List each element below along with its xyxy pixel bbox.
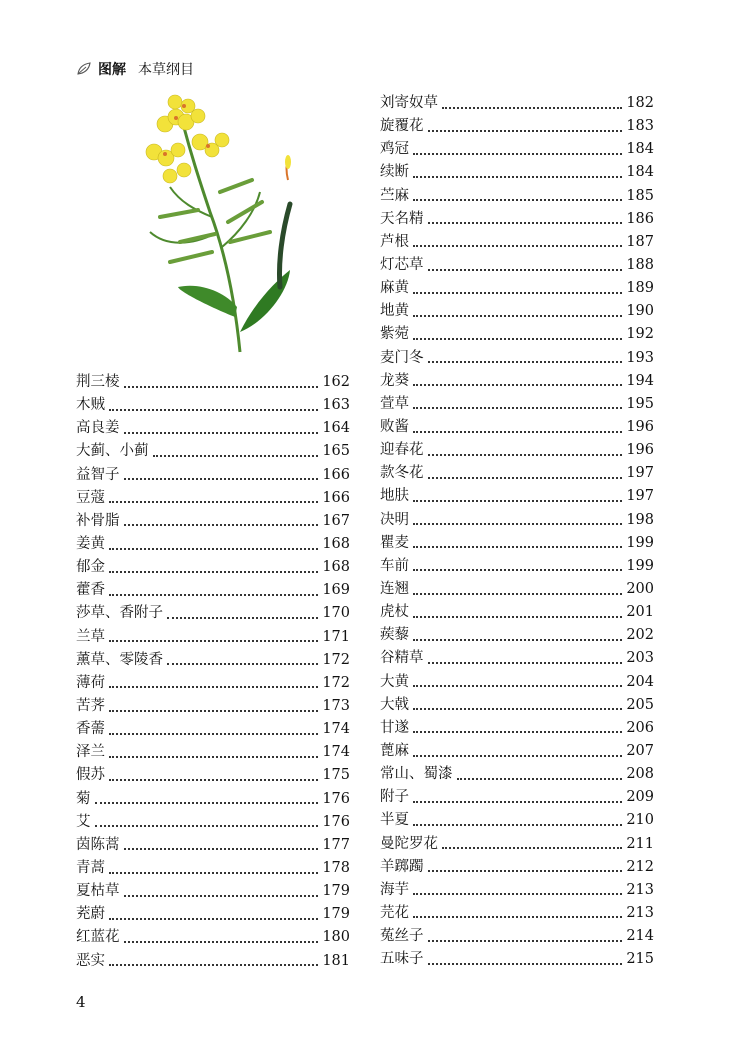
- toc-entry-page: 197: [626, 465, 654, 482]
- toc-entry-title: 决明: [380, 511, 409, 528]
- toc-entry-page: 172: [322, 674, 350, 691]
- dot-leader: [413, 431, 622, 433]
- dot-leader: [428, 361, 623, 363]
- toc-entry-title: 菊: [76, 790, 91, 807]
- toc-entry[interactable]: [380, 833, 654, 856]
- toc-entry[interactable]: [380, 902, 654, 925]
- toc-entry-page: 163: [322, 397, 350, 414]
- toc-entry-title: 郁金: [76, 559, 105, 576]
- toc-entry[interactable]: [380, 138, 654, 161]
- toc-entry[interactable]: [380, 624, 654, 647]
- toc-entry-page: 202: [626, 627, 654, 644]
- toc-entry-title: 虎杖: [380, 604, 409, 621]
- toc-entry-title: 益智子: [76, 466, 120, 483]
- toc-entry-title: 麻黄: [380, 280, 409, 297]
- toc-entry-title: 藿香: [76, 582, 105, 599]
- toc-entry-page: 185: [626, 187, 654, 204]
- toc-entry[interactable]: [380, 277, 654, 300]
- page-number: 4: [76, 993, 86, 1011]
- toc-entry-page: 176: [322, 790, 350, 807]
- toc-entry-page: 215: [626, 951, 654, 968]
- toc-entry[interactable]: [76, 510, 350, 533]
- toc-entry-title: 续断: [380, 164, 409, 181]
- dot-leader: [413, 153, 622, 155]
- toc-entry-page: 189: [626, 280, 654, 297]
- toc-entry-page: 174: [322, 744, 350, 761]
- toc-entry-page: 167: [322, 512, 350, 529]
- toc-entry[interactable]: [380, 485, 654, 508]
- toc-entry-title: 红蓝花: [76, 929, 120, 946]
- dot-leader: [167, 663, 318, 665]
- toc-entry[interactable]: [380, 879, 654, 902]
- toc-entry-title: 地黄: [380, 303, 409, 320]
- toc-entry-page: 187: [626, 233, 654, 250]
- toc-entry[interactable]: [76, 811, 350, 834]
- toc-entry-title: 甘遂: [380, 719, 409, 736]
- toc-entry-title: 艾: [76, 813, 91, 830]
- toc-entry-page: 204: [626, 673, 654, 690]
- toc-entry-title: 灯芯草: [380, 256, 424, 273]
- toc-entry[interactable]: [380, 161, 654, 184]
- toc-entry[interactable]: [380, 601, 654, 624]
- toc-entry-title: 款冬花: [380, 465, 424, 482]
- toc-entry-title: 蒺藜: [380, 627, 409, 644]
- dot-leader: [428, 454, 623, 456]
- toc-entry[interactable]: [380, 370, 654, 393]
- toc-entry-page: 175: [322, 767, 350, 784]
- dot-leader: [109, 918, 318, 920]
- toc-entry-page: 209: [626, 789, 654, 806]
- toc-entry-page: 169: [322, 582, 350, 599]
- toc-entry-title: 香薷: [76, 721, 105, 738]
- toc-column-right: [380, 92, 654, 971]
- dot-leader: [109, 872, 318, 874]
- dot-leader: [413, 639, 622, 641]
- toc-entry[interactable]: [380, 416, 654, 439]
- toc-entry-title: 谷精草: [380, 650, 424, 667]
- dot-leader: [428, 477, 623, 479]
- dot-leader: [124, 524, 319, 526]
- book-title: 图解: [98, 62, 126, 78]
- toc-entry-title: 补骨脂: [76, 512, 120, 529]
- dot-leader: [413, 893, 622, 895]
- toc-entry[interactable]: [76, 834, 350, 857]
- toc-entry-page: 197: [626, 488, 654, 505]
- toc-entry[interactable]: [76, 579, 350, 602]
- toc-entry-title: 芫花: [380, 904, 409, 921]
- toc-entry[interactable]: [380, 694, 654, 717]
- toc-entry-title: 苦荠: [76, 697, 105, 714]
- dot-leader: [413, 407, 622, 409]
- dot-leader: [413, 245, 622, 247]
- toc-entry[interactable]: [76, 602, 350, 625]
- toc-entry-page: 173: [322, 697, 350, 714]
- dot-leader: [124, 895, 319, 897]
- toc-entry-page: 213: [626, 904, 654, 921]
- toc-entry[interactable]: [380, 347, 654, 370]
- dot-leader: [124, 478, 319, 480]
- toc-entry-page: 213: [626, 881, 654, 898]
- toc-entry[interactable]: [76, 903, 350, 926]
- toc-entry[interactable]: [380, 740, 654, 763]
- toc-entry-title: 附子: [380, 789, 409, 806]
- toc-entry-title: 龙葵: [380, 372, 409, 389]
- dot-leader: [428, 662, 623, 664]
- dot-leader: [413, 593, 622, 595]
- section-title: 本草纲目: [138, 62, 194, 78]
- toc-entry[interactable]: [76, 417, 350, 440]
- toc-entry[interactable]: [76, 695, 350, 718]
- toc-entry-title: 败酱: [380, 418, 409, 435]
- toc-entry[interactable]: [380, 185, 654, 208]
- toc-entry[interactable]: [380, 948, 654, 971]
- toc-entry-title: 苎麻: [380, 187, 409, 204]
- toc-entry[interactable]: [380, 300, 654, 323]
- toc-entry[interactable]: [380, 555, 654, 578]
- dot-leader: [124, 386, 319, 388]
- dot-leader: [413, 731, 622, 733]
- toc-entry-title: 车前: [380, 557, 409, 574]
- toc-entry[interactable]: [76, 741, 350, 764]
- toc-entry[interactable]: [380, 92, 654, 115]
- toc-entry[interactable]: [76, 649, 350, 672]
- dot-leader: [109, 964, 318, 966]
- dot-leader: [413, 315, 622, 317]
- toc-entry-page: 162: [322, 374, 350, 390]
- flowering-plant-icon: [140, 92, 310, 357]
- dot-leader: [109, 548, 318, 550]
- dot-leader: [109, 409, 318, 411]
- toc-entry-title: 刘寄奴草: [380, 95, 438, 111]
- toc-entry-page: 203: [626, 650, 654, 667]
- toc-entry[interactable]: [380, 115, 654, 138]
- toc-entry-title: 荆三棱: [76, 374, 120, 390]
- toc-entry-title: 旋覆花: [380, 118, 424, 135]
- toc-entry-page: 195: [626, 395, 654, 412]
- toc-entry-title: 茺蔚: [76, 906, 105, 923]
- dot-leader: [413, 685, 622, 687]
- dot-leader: [413, 755, 622, 757]
- toc-entry-page: 166: [322, 489, 350, 506]
- toc-entry-title: 泽兰: [76, 744, 105, 761]
- toc-entry-title: 紫菀: [380, 326, 409, 343]
- toc-entry-title: 常山、蜀漆: [380, 766, 453, 783]
- toc-entry[interactable]: [380, 532, 654, 555]
- dot-leader: [95, 802, 319, 804]
- dot-leader: [428, 940, 623, 942]
- toc-entry[interactable]: [76, 533, 350, 556]
- toc-entry-page: 180: [322, 929, 350, 946]
- toc-entry-page: 182: [626, 95, 654, 111]
- toc-entry-title: 迎春花: [380, 442, 424, 459]
- toc-entry[interactable]: [380, 208, 654, 231]
- dot-leader: [153, 455, 319, 457]
- toc-entry-page: 168: [322, 559, 350, 576]
- toc-entry-title: 连翘: [380, 580, 409, 597]
- dot-leader: [413, 292, 622, 294]
- dot-leader: [428, 222, 623, 224]
- dot-leader: [442, 107, 622, 109]
- toc-entry-title: 高良姜: [76, 420, 120, 437]
- toc-entry-title: 五味子: [380, 951, 424, 968]
- toc-entry[interactable]: [380, 809, 654, 832]
- toc-entry-page: 194: [626, 372, 654, 389]
- toc-entry-title: 海芋: [380, 881, 409, 898]
- toc-entry-page: 183: [626, 118, 654, 135]
- dot-leader: [124, 432, 319, 434]
- leaf-logo-icon: [76, 61, 92, 77]
- dot-leader: [167, 617, 318, 619]
- running-header: [76, 58, 194, 80]
- toc-entry-page: 166: [322, 466, 350, 483]
- toc-entry-title: 鸡冠: [380, 141, 409, 158]
- toc-entry-page: 176: [322, 813, 350, 830]
- dot-leader: [109, 733, 318, 735]
- toc-entry-title: 青蒿: [76, 859, 105, 876]
- toc-entry-page: 210: [626, 812, 654, 829]
- dot-leader: [413, 569, 622, 571]
- toc-entry[interactable]: [76, 926, 350, 949]
- toc-entry-title: 恶实: [76, 952, 105, 969]
- toc-entry[interactable]: [76, 672, 350, 695]
- toc-entry-page: 178: [322, 859, 350, 876]
- dot-leader: [413, 338, 622, 340]
- dot-leader: [109, 756, 318, 758]
- dot-leader: [413, 824, 622, 826]
- toc-entry-page: 193: [626, 349, 654, 366]
- toc-entry[interactable]: [380, 578, 654, 601]
- toc-entry-page: 207: [626, 742, 654, 759]
- dot-leader: [109, 501, 318, 503]
- toc-entry-page: 211: [626, 835, 654, 852]
- toc-entry[interactable]: [380, 231, 654, 254]
- toc-entry-page: 177: [322, 836, 350, 853]
- toc-entry-title: 茵陈蒿: [76, 836, 120, 853]
- toc-entry-title: 瞿麦: [380, 534, 409, 551]
- dot-leader: [109, 640, 318, 642]
- dot-leader: [413, 199, 622, 201]
- dot-leader: [428, 269, 623, 271]
- toc-entry[interactable]: [380, 671, 654, 694]
- toc-entry-title: 天名精: [380, 210, 424, 227]
- toc-column-left: [76, 371, 350, 973]
- toc-entry[interactable]: [76, 371, 350, 394]
- dot-leader: [109, 571, 318, 573]
- dot-leader: [428, 963, 623, 965]
- toc-entry[interactable]: [76, 718, 350, 741]
- toc-entry-page: 206: [626, 719, 654, 736]
- toc-entry[interactable]: [380, 763, 654, 786]
- toc-entry-page: 174: [322, 721, 350, 738]
- toc-entry[interactable]: [76, 626, 350, 649]
- dot-leader: [109, 686, 318, 688]
- toc-entry[interactable]: [76, 880, 350, 903]
- toc-entry-page: 190: [626, 303, 654, 320]
- dot-leader: [413, 546, 622, 548]
- dot-leader: [109, 779, 318, 781]
- toc-entry-page: 192: [626, 326, 654, 343]
- dot-leader: [413, 523, 622, 525]
- dot-leader: [124, 848, 319, 850]
- dot-leader: [109, 594, 318, 596]
- toc-entry-page: 181: [322, 952, 350, 969]
- toc-entry-page: 188: [626, 256, 654, 273]
- toc-entry-title: 夏枯草: [76, 883, 120, 900]
- toc-entry-page: 199: [626, 557, 654, 574]
- toc-entry-title: 麦门冬: [380, 349, 424, 366]
- toc-entry-page: 186: [626, 210, 654, 227]
- toc-entry[interactable]: [76, 440, 350, 463]
- toc-entry-page: 179: [322, 906, 350, 923]
- toc-entry-title: 地肤: [380, 488, 409, 505]
- toc-entry-title: 大黄: [380, 673, 409, 690]
- dot-leader: [413, 616, 622, 618]
- toc-entry-page: 208: [626, 766, 654, 783]
- toc-entry-title: 蓖麻: [380, 742, 409, 759]
- toc-entry[interactable]: [380, 717, 654, 740]
- toc-entry-title: 芦根: [380, 233, 409, 250]
- toc-entry-page: 196: [626, 442, 654, 459]
- toc-entry-title: 羊踯躅: [380, 858, 424, 875]
- toc-entry-title: 兰草: [76, 628, 105, 645]
- toc-entry[interactable]: [380, 393, 654, 416]
- toc-entry[interactable]: [380, 439, 654, 462]
- toc-entry-page: 170: [322, 605, 350, 622]
- toc-entry-page: 184: [626, 164, 654, 181]
- toc-entry-title: 姜黄: [76, 535, 105, 552]
- dot-leader: [413, 708, 622, 710]
- toc-entry-page: 200: [626, 580, 654, 597]
- toc-entry-title: 大蓟、小蓟: [76, 443, 149, 460]
- toc-entry-page: 199: [626, 534, 654, 551]
- toc-entry[interactable]: [380, 925, 654, 948]
- toc-entry-page: 164: [322, 420, 350, 437]
- toc-entry-title: 半夏: [380, 812, 409, 829]
- toc-entry[interactable]: [76, 857, 350, 880]
- toc-entry-title: 大戟: [380, 696, 409, 713]
- dot-leader: [95, 825, 319, 827]
- toc-entry-title: 莎草、香附子: [76, 605, 163, 622]
- toc-entry[interactable]: [380, 786, 654, 809]
- toc-entry[interactable]: [76, 394, 350, 417]
- toc-entry[interactable]: [380, 254, 654, 277]
- toc-entry-page: 168: [322, 535, 350, 552]
- toc-entry-page: 179: [322, 883, 350, 900]
- toc-entry[interactable]: [380, 509, 654, 532]
- toc-entry-page: 201: [626, 604, 654, 621]
- toc-entry[interactable]: [76, 764, 350, 787]
- dot-leader: [457, 778, 623, 780]
- toc-entry[interactable]: [380, 462, 654, 485]
- dot-leader: [124, 941, 319, 943]
- toc-entry-title: 菟丝子: [380, 928, 424, 945]
- toc-entry-page: 171: [322, 628, 350, 645]
- dot-leader: [413, 176, 622, 178]
- toc-entry[interactable]: [76, 487, 350, 510]
- toc-entry[interactable]: [380, 647, 654, 670]
- dot-leader: [428, 870, 623, 872]
- toc-entry[interactable]: [76, 556, 350, 579]
- toc-entry-title: 豆蔻: [76, 489, 105, 506]
- dot-leader: [109, 710, 318, 712]
- toc-entry-page: 196: [626, 418, 654, 435]
- dot-leader: [413, 500, 622, 502]
- toc-entry[interactable]: [380, 856, 654, 879]
- toc-entry[interactable]: [76, 464, 350, 487]
- dot-leader: [442, 847, 622, 849]
- toc-entry-page: 212: [626, 858, 654, 875]
- toc-entry[interactable]: [380, 323, 654, 346]
- dot-leader: [413, 916, 622, 918]
- dot-leader: [413, 384, 622, 386]
- toc-entry-page: 184: [626, 141, 654, 158]
- toc-entry-title: 薰草、零陵香: [76, 651, 163, 668]
- toc-entry[interactable]: [76, 950, 350, 973]
- toc-entry-title: 曼陀罗花: [380, 835, 438, 852]
- toc-entry-title: 萱草: [380, 395, 409, 412]
- toc-entry-page: 172: [322, 651, 350, 668]
- toc-entry-title: 假苏: [76, 767, 105, 784]
- toc-entry[interactable]: [76, 788, 350, 811]
- toc-entry-page: 198: [626, 511, 654, 528]
- toc-entry-page: 165: [322, 443, 350, 460]
- toc-entry-page: 205: [626, 696, 654, 713]
- dot-leader: [413, 801, 622, 803]
- dot-leader: [428, 130, 623, 132]
- toc-entry-page: 214: [626, 928, 654, 945]
- toc-entry-title: 木贼: [76, 397, 105, 414]
- toc-entry-title: 薄荷: [76, 674, 105, 691]
